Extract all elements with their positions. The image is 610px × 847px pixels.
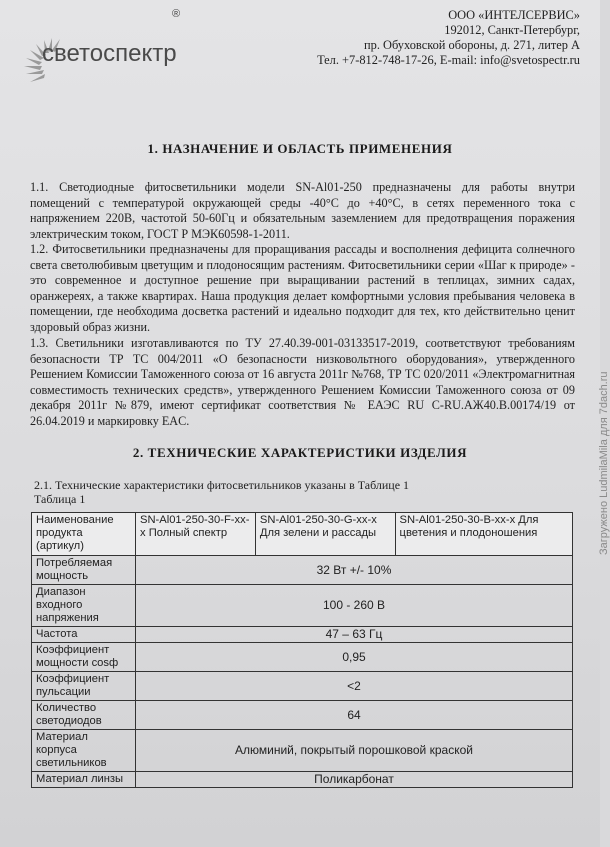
header-col-flowering: SN-Al01-250-30-B-xx-x Для цветения и плодоношения — [395, 513, 572, 556]
table-row — [32, 672, 573, 701]
row-value: 0,95 — [136, 643, 573, 672]
row-label: Потребляемая мощность — [32, 556, 136, 585]
intro-text: 2.1. Технические характеристики фитосветильников указаны в Таблице 1 — [34, 478, 410, 492]
spec-table — [31, 512, 573, 788]
row-value: Алюминий, покрытый порошковой краской — [136, 730, 573, 772]
header-label: Наименование продукта (артикул) — [32, 513, 136, 556]
row-label: Материал линзы — [32, 772, 136, 788]
company-phone-email: Тел. +7-812-748-17-26, E-mail: info@svetospectr.ru — [317, 53, 580, 67]
table-row — [32, 643, 573, 672]
company-city: 192012, Санкт-Петербург, — [444, 23, 580, 37]
company-address: пр. Обуховской обороны, д. 271, литер А — [364, 38, 580, 52]
row-value: 100 - 260 В — [136, 585, 573, 627]
row-label: Материал корпуса светильников — [32, 730, 136, 772]
paragraph-1-1: 1.1. Светодиодные фитосветильники модели SN-Al01-250 предназначены для работы внутри помещений с температурой окружающей среды -40°С до +40°С, в сетях переменного тока с напряжением 220В, частотой 50-60Гц и обязательным заземлением для предотвращения поражения электрическим током, ГОСТ Р МЭК60598-1-2011. — [30, 180, 575, 241]
row-label: Коэффициент пульсации — [32, 672, 136, 701]
header-col-greens: SN-Al01-250-30-G-xx-x Для зелени и рассады — [255, 513, 395, 556]
row-value: Поликарбонат — [136, 772, 573, 788]
row-value: 64 — [136, 701, 573, 730]
company-contacts — [317, 8, 580, 68]
row-label: Количество светодиодов — [32, 701, 136, 730]
row-label: Коэффициент мощности cosф — [32, 643, 136, 672]
section-1-title: 1. НАЗНАЧЕНИЕ И ОБЛАСТЬ ПРИМЕНЕНИЯ — [147, 141, 453, 156]
section-2-title: 2. ТЕХНИЧЕСКИЕ ХАРАКТЕРИСТИКИ ИЗДЕЛИЯ — [132, 445, 468, 460]
table-row — [32, 627, 573, 643]
row-value: 32 Вт +/- 10% — [136, 556, 573, 585]
paragraph-1-3: 1.3. Светильники изготавливаются по ТУ 27.40.39-001-03133517-2019, соответствуют требованиям безопасности ТР ТС 004/2011 «О безопасности низковольтного оборудования», утвержденного Решением Комиссии Таможенного союза от 16 августа 2011г №768, ТР ТС 020/2011 «Электромагнитная совместимость технических средств», утвержденного Решением Комиссии Таможенного союза от 09 декабря 2011г №879, имеют сертификат соответствия № ЕАЭС RU С-RU.АЖ40.В.00174/19 от 26.04.2019 и маркировку EAC. — [30, 336, 575, 428]
table-row — [32, 556, 573, 585]
site-watermark: Загружено LudmilaMila для 7dach.ru — [598, 371, 610, 555]
row-value: 47 – 63 Гц — [136, 627, 573, 643]
row-value: <2 — [136, 672, 573, 701]
table-row — [32, 585, 573, 627]
registered-mark: ® — [172, 8, 181, 20]
brand-name: светоспектр — [42, 40, 177, 67]
paragraph-1-2: 1.2. Фитосветильники предназначены для проращивания рассады и восполнения дефицита солнечного света светолюбивым цветущим и плодоносящим растениям. Фитосветильники серии «Шаг к природе» - это современное и доступное решение при выращивании растений в теплицах, зимних садах, оранжереях, а также квартирах. Наша продукция делает комфортными условия пребывания человека в помещении, где необходима досветка растений и идеально подходит для тех, кто действительно ценит здоровый образ жизни. — [30, 242, 575, 334]
section-2-intro — [34, 478, 409, 506]
table-row — [32, 701, 573, 730]
row-label: Частота — [32, 627, 136, 643]
row-label: Диапазон входного напряжения — [32, 585, 136, 627]
table-row — [32, 730, 573, 772]
company-name: ООО «ИНТЕЛСЕРВИС» — [448, 8, 580, 22]
table-header-row — [32, 513, 573, 556]
table-row — [32, 772, 573, 788]
header-col-full-spectrum: SN-Al01-250-30-F-xx-x Полный спектр — [136, 513, 256, 556]
table-caption: Таблица 1 — [34, 492, 86, 506]
